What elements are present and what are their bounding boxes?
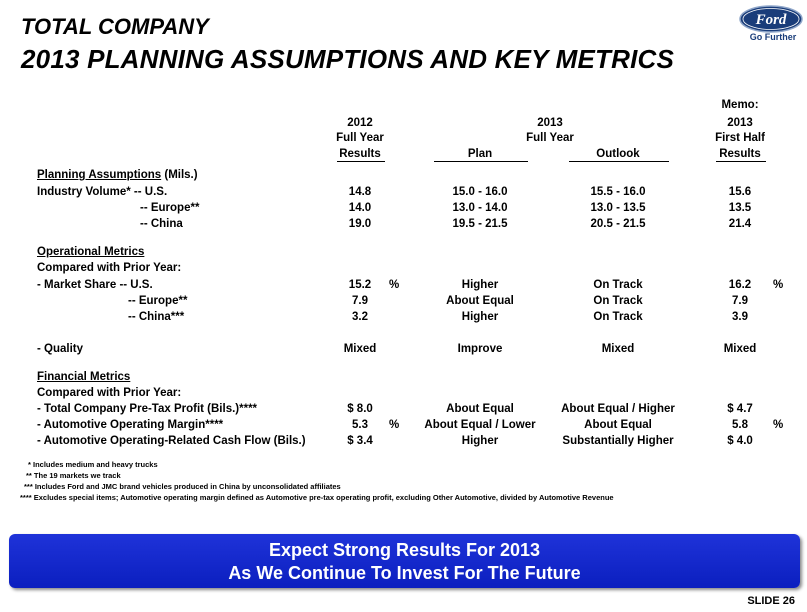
planning-row-plan: 15.0 - 16.0	[452, 186, 508, 198]
planning-heading-text: Planning Assumptions	[37, 169, 162, 181]
operational-row-plan: About Equal	[446, 295, 514, 307]
planning-row-label: -- Europe**	[140, 202, 200, 214]
footnote: ** The 19 markets we track	[26, 471, 121, 480]
col-plan-underline	[434, 161, 528, 162]
col-2013-fullyear: Full Year	[526, 132, 574, 144]
slide-number: SLIDE 26	[747, 595, 795, 607]
operational-row-memo-unit: %	[773, 279, 784, 291]
operational-row-plan: Higher	[461, 279, 499, 291]
planning-row-2012: 14.8	[348, 186, 372, 198]
planning-row-memo: 21.4	[728, 218, 752, 230]
summary-banner	[9, 534, 800, 588]
operational-row-2012: 15.2	[348, 279, 372, 291]
financial-row-label: - Total Company Pre-Tax Profit (Bils.)****	[37, 403, 258, 415]
financial-row-memo-unit: %	[773, 419, 784, 431]
col-memo-results: Results	[719, 148, 761, 160]
financial-row-outlook: Substantially Higher	[562, 435, 674, 447]
planning-row-plan: 13.0 - 14.0	[452, 202, 508, 214]
planning-row-outlook: 20.5 - 21.5	[590, 218, 646, 230]
financial-row-outlook: About Equal / Higher	[561, 403, 675, 415]
operational-row-label: -- Europe**	[128, 295, 188, 307]
operational-row-plan: Improve	[457, 343, 503, 355]
planning-row-memo: 13.5	[728, 202, 752, 214]
operational-row-2012: 3.2	[352, 311, 368, 323]
operational-row-memo: 16.2	[728, 279, 752, 291]
col-outlook-underline	[569, 161, 669, 162]
col-2012-underline	[337, 161, 385, 162]
planning-row-label: -- China	[140, 218, 183, 230]
financial-row-label: - Automotive Operating Margin****	[37, 419, 224, 431]
financial-row-2012: $ 3.4	[347, 435, 373, 447]
operational-row-outlook: On Track	[593, 311, 643, 323]
operational-row-outlook: On Track	[593, 295, 643, 307]
tagline: Go Further	[749, 32, 797, 42]
title-line-2: 2013 PLANNING ASSUMPTIONS AND KEY METRICS	[21, 44, 675, 74]
col-memo-underline	[716, 161, 766, 162]
operational-subheading: Compared with Prior Year:	[37, 262, 182, 274]
financial-row-outlook: About Equal	[584, 419, 652, 431]
col-2012-fullyear: Full Year	[336, 132, 384, 144]
col-2012-year: 2012	[347, 117, 373, 129]
operational-row-memo: 7.9	[732, 295, 748, 307]
title-line-1: TOTAL COMPANY	[21, 14, 209, 39]
col-2012-results: Results	[339, 148, 381, 160]
operational-row-label: -- China***	[128, 311, 185, 323]
planning-heading	[37, 168, 198, 182]
financial-row-memo: 5.8	[732, 419, 748, 431]
financial-row-unit: %	[389, 419, 400, 431]
financial-row-label: - Automotive Operating-Related Cash Flow (Bils.)	[37, 435, 306, 447]
col-memo-label: Memo:	[721, 99, 759, 111]
planning-row-plan: 19.5 - 21.5	[452, 218, 508, 230]
financial-row-memo: $ 4.7	[727, 403, 753, 415]
planning-row-outlook: 15.5 - 16.0	[590, 186, 646, 198]
planning-heading-suffix: (Mils.)	[161, 169, 198, 181]
operational-row-outlook: Mixed	[601, 343, 635, 355]
col-memo-firsthalf: First Half	[715, 132, 765, 144]
planning-row-2012: 14.0	[348, 202, 372, 214]
operational-row-unit: %	[389, 279, 400, 291]
planning-row-outlook: 13.0 - 13.5	[590, 202, 646, 214]
planning-row-memo: 15.6	[728, 186, 752, 198]
operational-row-outlook: On Track	[593, 279, 643, 291]
financial-heading: Financial Metrics	[37, 371, 131, 383]
financial-row-memo: $ 4.0	[727, 435, 753, 447]
col-plan: Plan	[467, 148, 493, 160]
financial-row-plan: About Equal / Lower	[424, 419, 536, 431]
financial-row-2012: 5.3	[352, 419, 368, 431]
financial-row-2012: $ 8.0	[347, 403, 373, 415]
operational-row-memo: Mixed	[723, 343, 757, 355]
operational-row-label: - Quality	[37, 343, 84, 355]
operational-row-plan: Higher	[461, 311, 499, 323]
col-memo-year: 2013	[727, 117, 753, 129]
financial-row-plan: About Equal	[446, 403, 514, 415]
financial-row-plan: Higher	[461, 435, 499, 447]
financial-subheading: Compared with Prior Year:	[37, 387, 182, 399]
operational-row-label: - Market Share -- U.S.	[37, 279, 153, 291]
operational-row-2012: Mixed	[343, 343, 377, 355]
operational-heading: Operational Metrics	[37, 246, 145, 258]
banner-line-2: As We Continue To Invest For The Future	[228, 563, 581, 583]
footnote: **** Excludes special items; Automotive operating margin defined as Automotive pre-tax operating profit, excluding Other Automotive, divided by Automotive Revenue	[20, 493, 614, 502]
col-outlook: Outlook	[596, 148, 640, 160]
operational-row-memo: 3.9	[732, 311, 748, 323]
ford-logo-text: Ford	[755, 12, 787, 28]
planning-row-2012: 19.0	[348, 218, 372, 230]
operational-row-2012: 7.9	[352, 295, 368, 307]
col-2013-year: 2013	[537, 117, 563, 129]
banner-line-1: Expect Strong Results For 2013	[268, 540, 541, 560]
footnote: * Includes medium and heavy trucks	[28, 460, 158, 469]
planning-row-label: Industry Volume* -- U.S.	[37, 186, 168, 198]
footnote: *** Includes Ford and JMC brand vehicles produced in China by unconsolidated affiliates	[24, 482, 341, 491]
